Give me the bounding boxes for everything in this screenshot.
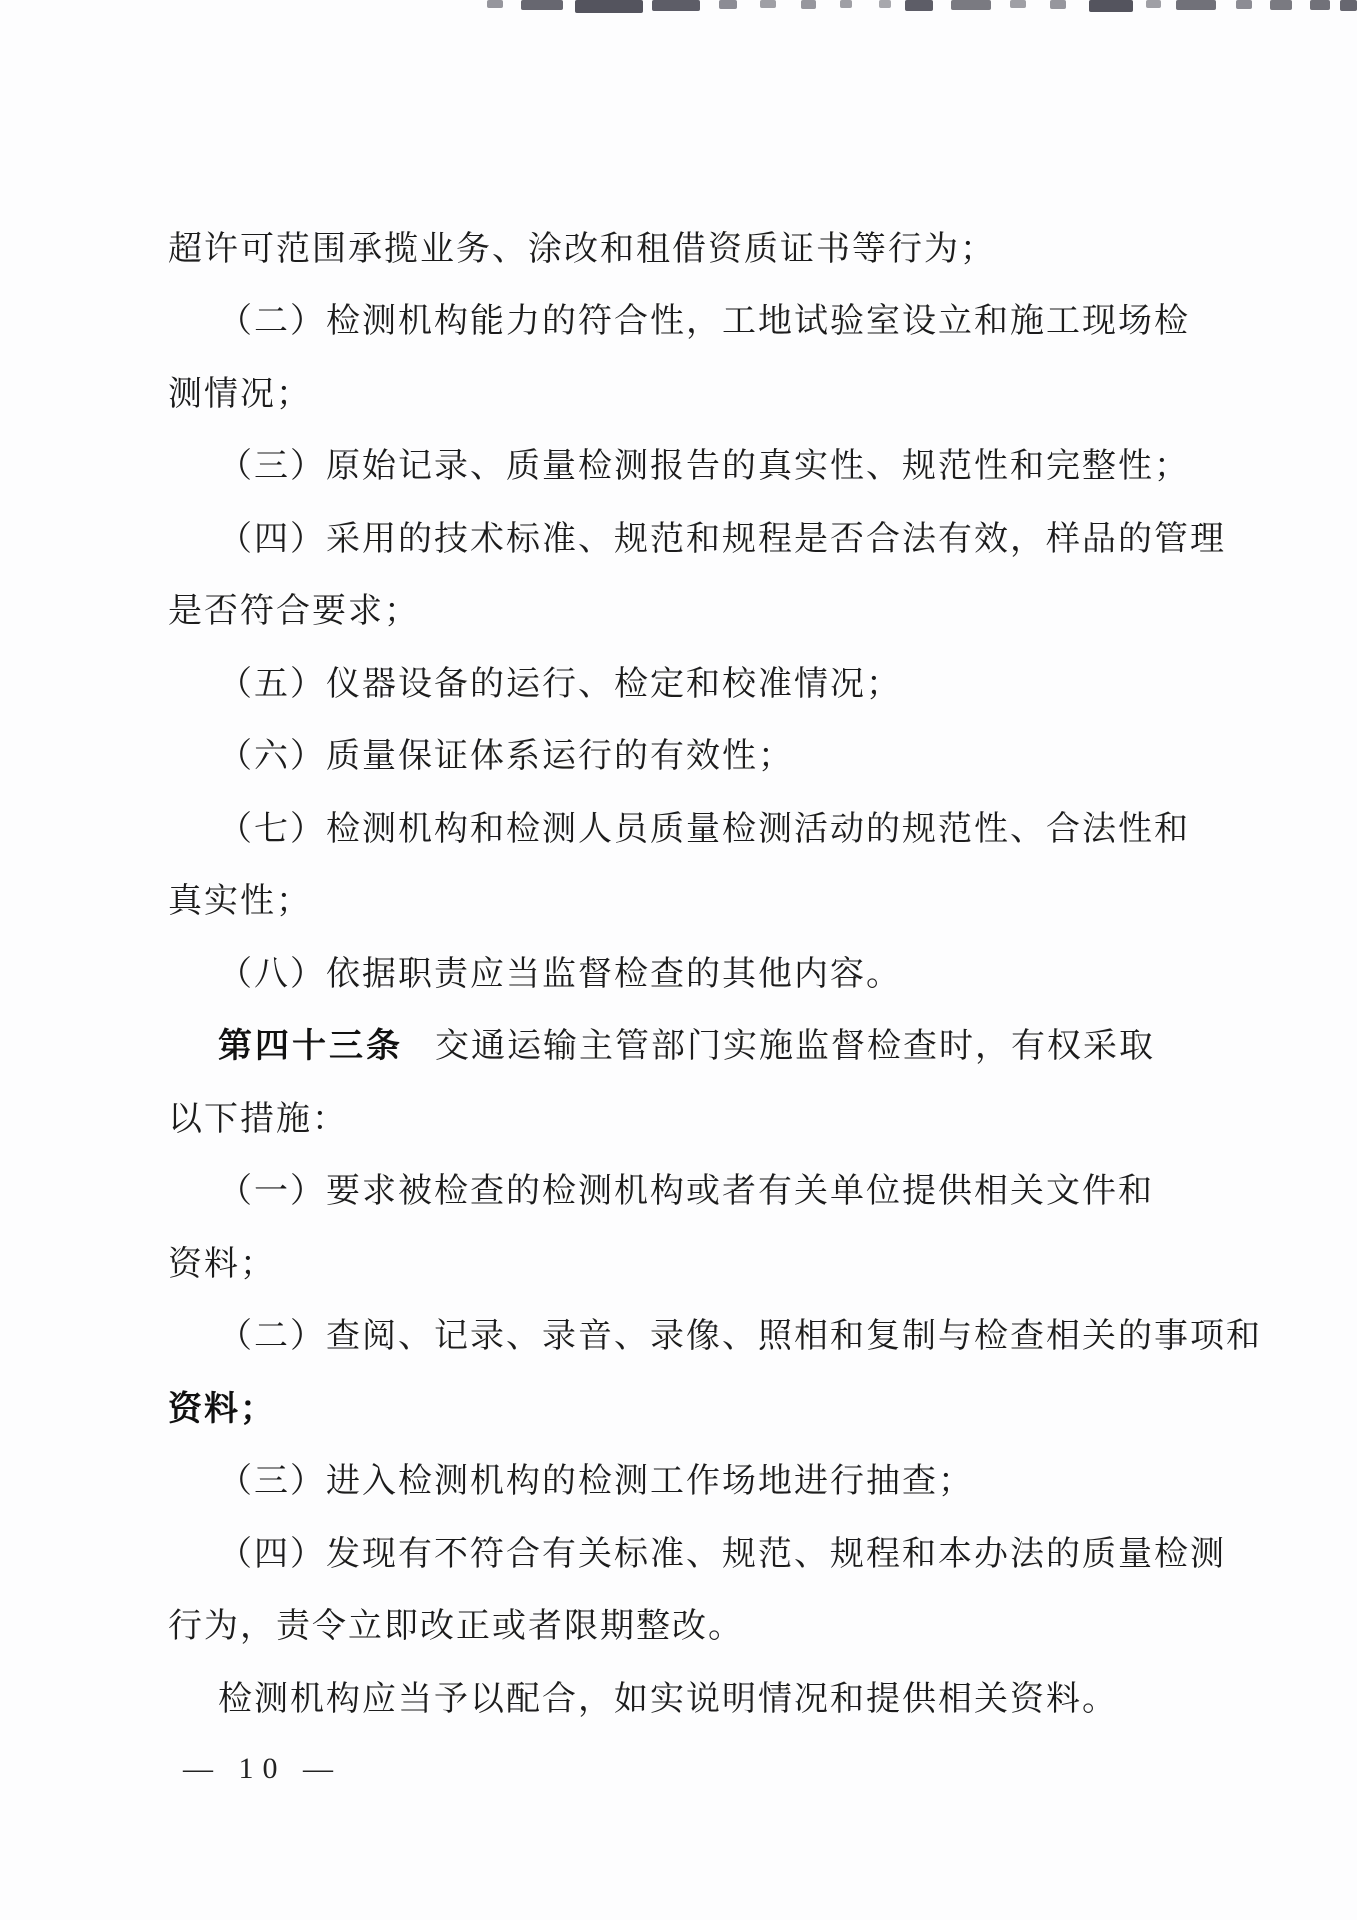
text-line-content: 资料； bbox=[168, 1390, 276, 1428]
scan-artifact bbox=[1010, 0, 1026, 8]
text-line bbox=[168, 1297, 1328, 1370]
text-line bbox=[168, 1514, 1328, 1587]
scan-artifact bbox=[1310, 0, 1330, 10]
text-line bbox=[168, 644, 1328, 717]
scan-artifact bbox=[801, 0, 816, 9]
text-line-content: （六）质量保证体系运行的有效性； bbox=[218, 738, 794, 776]
text-line-content: 以下措施： bbox=[168, 1100, 348, 1138]
text-line-content: （二）查阅、记录、录音、录像、照相和复制与检查相关的事项和 bbox=[218, 1318, 1262, 1356]
text-line-content: （三）原始记录、质量检测报告的真实性、规范性和完整性； bbox=[218, 448, 1190, 486]
text-line bbox=[168, 354, 1328, 427]
scan-artifact bbox=[575, 0, 643, 13]
text-line bbox=[168, 1587, 1328, 1660]
text-line bbox=[168, 1079, 1328, 1152]
scan-artifact bbox=[1340, 0, 1357, 11]
text-line-content: （二）检测机构能力的符合性，工地试验室设立和施工现场检 bbox=[218, 303, 1190, 341]
document-body bbox=[168, 209, 1328, 1732]
scan-artifact bbox=[487, 0, 503, 8]
page-number: — 10 — bbox=[183, 1752, 342, 1785]
text-line-content: 资料； bbox=[168, 1245, 276, 1283]
text-line-content: 行为，责令立即改正或者限期整改。 bbox=[168, 1608, 744, 1646]
text-line bbox=[168, 1224, 1328, 1297]
text-line-content: 交通运输主管部门实施监督检查时，有权采取 bbox=[435, 1028, 1155, 1066]
text-line bbox=[168, 1369, 1328, 1442]
scan-artifact bbox=[1050, 0, 1066, 9]
scan-artifact bbox=[1176, 0, 1216, 10]
scan-artifact bbox=[760, 0, 776, 8]
text-line bbox=[168, 1007, 1328, 1080]
scan-artifact bbox=[1146, 0, 1161, 8]
scan-artifact bbox=[719, 0, 737, 9]
text-line-content: 真实性； bbox=[168, 883, 312, 921]
text-line bbox=[168, 934, 1328, 1007]
scan-artifact bbox=[905, 0, 933, 11]
text-line bbox=[168, 499, 1328, 572]
text-line-content: 是否符合要求； bbox=[168, 593, 420, 631]
scan-artifact bbox=[840, 0, 852, 8]
scan-artifact bbox=[652, 0, 700, 11]
article-number-heading: 第四十三条 bbox=[218, 1028, 403, 1066]
text-line bbox=[168, 572, 1328, 645]
text-line bbox=[168, 282, 1328, 355]
text-line bbox=[168, 1152, 1328, 1225]
text-line-content: 测情况； bbox=[168, 375, 312, 413]
text-line bbox=[168, 209, 1328, 282]
text-line bbox=[168, 427, 1328, 500]
text-line-content: （五）仪器设备的运行、检定和校准情况； bbox=[218, 665, 902, 703]
scan-artifact bbox=[879, 0, 891, 8]
text-line-content: （一）要求被检查的检测机构或者有关单位提供相关文件和 bbox=[218, 1173, 1154, 1211]
scan-artifact bbox=[1089, 0, 1133, 12]
text-line-content: （三）进入检测机构的检测工作场地进行抽查； bbox=[218, 1463, 974, 1501]
scan-artifact bbox=[1270, 0, 1292, 10]
text-line-content: 超许可范围承揽业务、涂改和租借资质证书等行为； bbox=[168, 230, 996, 268]
text-line-content: （四）采用的技术标准、规范和规程是否合法有效，样品的管理 bbox=[218, 520, 1226, 558]
text-line-content: （四）发现有不符合有关标准、规范、规程和本办法的质量检测 bbox=[218, 1535, 1226, 1573]
text-line-content: （七）检测机构和检测人员质量检测活动的规范性、合法性和 bbox=[218, 810, 1190, 848]
text-line-content: 检测机构应当予以配合，如实说明情况和提供相关资料。 bbox=[218, 1680, 1118, 1718]
text-line bbox=[168, 1659, 1328, 1732]
scan-artifact bbox=[1236, 0, 1252, 9]
text-line bbox=[168, 862, 1328, 935]
text-line bbox=[168, 717, 1328, 790]
text-line bbox=[168, 789, 1328, 862]
text-line-content: （八）依据职责应当监督检查的其他内容。 bbox=[218, 955, 902, 993]
scan-artifact bbox=[951, 0, 991, 10]
scan-artifact bbox=[521, 0, 563, 10]
text-line bbox=[168, 1442, 1328, 1515]
